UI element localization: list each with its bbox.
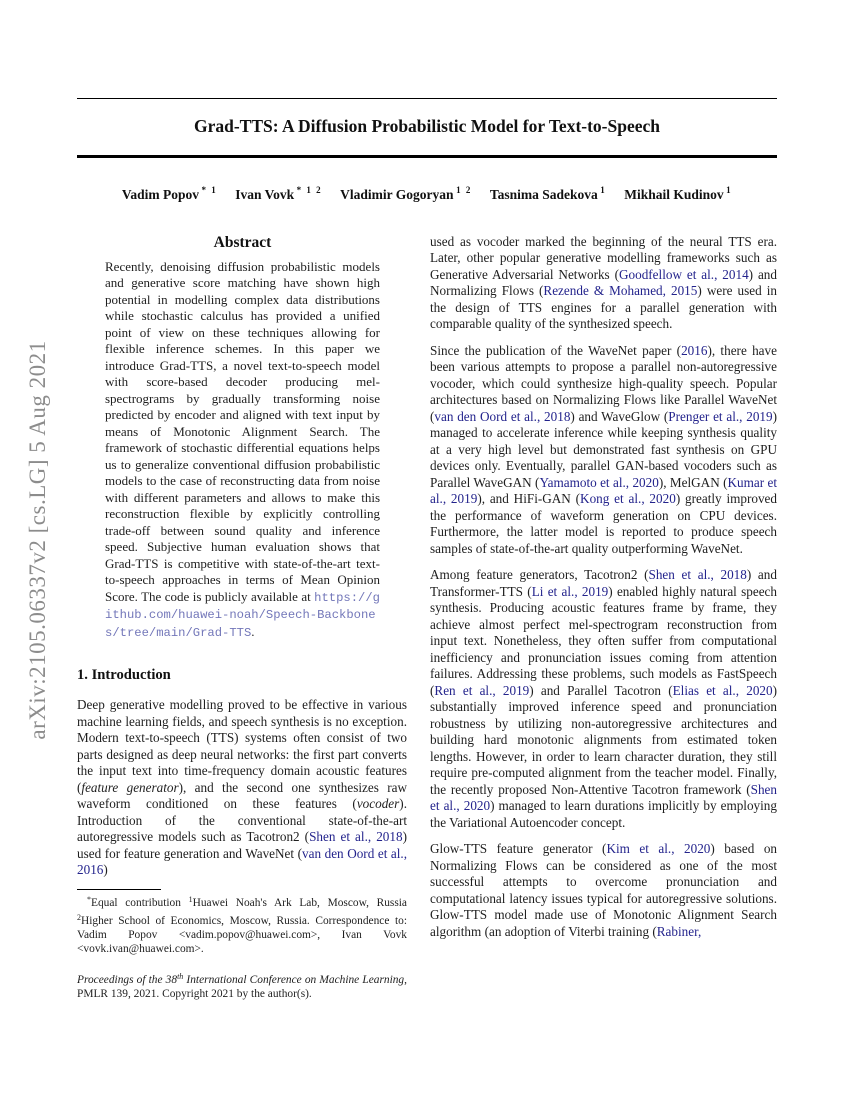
text-run: ) and WaveGlow (	[570, 408, 669, 424]
citation-link[interactable]: Kumar et al., 2019	[430, 474, 777, 507]
text-run: ), and HiFi-GAN (	[477, 491, 581, 507]
author-affiliation-superscript: * 1 2	[296, 184, 323, 195]
text-run: ) and Transformer-TTS (	[430, 567, 777, 599]
arxiv-watermark: arXiv:2105.06337v2 [cs.LG] 5 Aug 2021	[25, 340, 50, 740]
text-run: ) substantially improved inference speed and pronunciation robustness by utilizing non-autoregressive architectures and building hard monotonic alignments from estimated token lengths. However, in order to learn character duration, they still require pre-computed alignment from the teacher model. Finally, the recently proposed Non-Attentive Tacotron framework (	[430, 682, 778, 797]
authors-row	[77, 185, 777, 203]
code-url-link[interactable]: https://github.com/huawei-noah/Speech-Backbones/tree/main/Grad-TTS	[105, 590, 380, 640]
superscript-marker: 1	[188, 895, 193, 905]
superscript-marker: 2	[77, 912, 81, 922]
body-paragraph	[430, 567, 777, 831]
author	[340, 184, 472, 202]
text-run: ) and Parallel Tacotron (	[529, 682, 673, 698]
text-run: ), and the second one synthesizes raw waveform conditioned on these features (	[77, 779, 407, 812]
author	[489, 184, 607, 202]
citation-link[interactable]: Rabiner,	[656, 923, 702, 939]
italic-text-run: International Conference on Machine Learning	[183, 973, 405, 986]
citation-link[interactable]: Shen et al., 2018	[648, 567, 747, 583]
text-run: Recently, denoising diffusion probabilistic models and generative score matching have shown high potential in modelling complex data distributions while stochastic calculus has provided a unified point of view on these techniques allowing for flexible inference schemes. In this paper we introduce Grad-TTS, a novel text-to-speech model with score-based decoder producing mel-spectrograms by gradually transforming noise predicted by encoder and aligned with text input by means of Monotonic Alignment Search. The framework of stochastic differential equations helps us to generalize conventional diffusion probabilistic models to the case of reconstructing data from noise with different parameters and allows to make this reconstruction flexible by explicitly controlling trade-off between sound quality and inference speed. Subjective human evaluation shows that Grad-TTS is competitive with state-of-the-art text-to-speech approaches in terms of Mean Opinion Score. The code is publicly available at	[105, 258, 380, 604]
body-paragraph	[430, 343, 777, 558]
author-name: Vadim Popov	[121, 186, 199, 202]
right-column	[430, 234, 777, 1002]
citation-link[interactable]: Yamamoto et al., 2020	[539, 474, 659, 490]
text-run: ). Introduction of the conventional state-of-the-art autoregressive models such as Tacotron2 (	[77, 796, 407, 845]
citation-link[interactable]: Shen et al., 2020	[430, 781, 777, 814]
citation-link[interactable]: Rezende & Mohamed, 2015	[543, 283, 698, 299]
text-run: Among feature generators, Tacotron2 (	[430, 567, 649, 583]
body-paragraph	[430, 841, 777, 940]
author-name: Mikhail Kudinov	[624, 186, 724, 202]
author-name: Tasnima Sadekova	[489, 186, 598, 202]
left-column	[77, 234, 407, 1002]
citation-link[interactable]: 2016	[681, 342, 708, 358]
text-run: ) used for feature generation and WaveNet (	[77, 829, 407, 861]
italic-text-run: Proceedings of the 38	[77, 973, 178, 986]
text-run: , PMLR 139, 2021. Copyright 2021 by the author(s).	[77, 973, 407, 1000]
citation-link[interactable]: Shen et al., 2018	[309, 829, 403, 845]
author-affiliation-superscript: 1 2	[456, 184, 472, 195]
author-affiliation-superscript: 1	[600, 184, 607, 195]
section-heading-introduction: 1. Introduction	[77, 667, 171, 684]
superscript-marker: *	[87, 895, 91, 905]
abstract-paragraph	[105, 259, 380, 642]
author	[624, 184, 733, 202]
citation-link[interactable]: Prenger et al., 2019	[668, 408, 773, 424]
text-run: ), there have been various attempts to propose a parallel non-autoregressive vocoder, which could synthesize high-quality speech. Popular architectures based on Normalizing Flows like Parallel WaveNet (	[430, 342, 777, 424]
page-content	[77, 0, 777, 1002]
text-run: Higher School of Economics, Moscow, Russia. Correspondence to: Vadim Popov <vadim.popov@huawei.com>, Ivan Vovk <vovk.ivan@huawei.com>.	[77, 914, 407, 955]
text-run: Equal contribution	[91, 897, 189, 910]
text-run: Huawei Noah's Ark Lab, Moscow, Russia	[192, 897, 407, 910]
text-run: ) enabled highly natural speech synthesis. Producing acoustic features frame by frame, they achieve almost perfect mel-spectrogram reconstruction from input text. Nonetheless, they often suffer from computational inefficiency and pronunciation issues coming from attention failures. Addressing these problems, such models as FastSpeech (	[430, 583, 778, 698]
footnote-rule	[77, 889, 161, 890]
citation-link[interactable]: van den Oord et al., 2016	[77, 845, 408, 878]
text-run: ) and Normalizing Flows (	[430, 266, 777, 299]
author-name: Vladimir Gogoryan	[340, 186, 454, 202]
citation-link[interactable]: Elias et al., 2020	[672, 682, 773, 698]
author-affiliation-superscript: 1	[726, 184, 733, 195]
author-name: Ivan Vovk	[235, 186, 295, 202]
text-run: .	[251, 623, 255, 639]
title-rule-bottom	[77, 155, 777, 158]
text-run: used as vocoder marked the beginning of the neural TTS era. Later, other popular generative modelling frameworks such as Generative Adversarial Networks (	[430, 233, 777, 282]
citation-link[interactable]: Kim et al., 2020	[606, 841, 711, 857]
citation-link[interactable]: Ren et al., 2019	[434, 682, 530, 698]
two-column-body	[77, 234, 777, 1002]
citation-link[interactable]: Li et al., 2019	[531, 583, 609, 599]
introduction-paragraph	[77, 697, 407, 879]
text-run: )	[103, 862, 108, 878]
superscript-marker: th	[177, 971, 184, 981]
author	[121, 184, 218, 202]
body-paragraph	[430, 234, 777, 333]
text-run: Glow-TTS feature generator (	[430, 841, 607, 857]
text-run: ) managed to learn durations implicitly by employing the Variational Autoencoder concept.	[430, 798, 777, 830]
title-rule-top	[77, 98, 777, 99]
text-run: Since the publication of the WaveNet paper (	[430, 342, 682, 358]
text-run: ), MelGAN (	[658, 474, 728, 490]
text-run: Deep generative modelling proved to be effective in various machine learning fields, and speech synthesis is no exception. Modern text-to-speech (TTS) systems often consist of two parts designed as deep neural networks: the first part converts the input text into time-frequency domain acoustic features (	[77, 697, 407, 795]
citation-link[interactable]: Goodfellow et al., 2014	[618, 266, 749, 282]
abstract-heading: Abstract	[213, 233, 272, 251]
author-affiliation-superscript: * 1	[201, 184, 218, 195]
paper-title: Grad-TTS: A Diffusion Probabilistic Model for Text-to-Speech	[193, 116, 661, 137]
text-run: ) greatly improved the performance of waveform generation on CPU devices. Furthermore, the latter model is reported to produce speech samples of state-of-the-art quality outperforming WaveNet.	[430, 491, 777, 556]
footnote-equal-contribution	[77, 893, 407, 957]
text-run: ) were used in the design of TTS engines for a parallel generation with comparable quality of the synthesized speech.	[430, 283, 777, 332]
abstract-block	[77, 234, 407, 642]
citation-link[interactable]: van den Oord et al., 2018	[434, 408, 571, 424]
footnote-proceedings	[77, 970, 407, 1002]
text-run: ) based on Normalizing Flows can be considered as one of the most successful attempts to overcome pronunciation and computational latency issues typical for autoregressive solutions. Glow-TTS model made use of Monotonic Alignment Search algorithm (an adoption of Viterbi training (	[430, 841, 778, 939]
italic-text-run: vocoder	[356, 796, 400, 812]
italic-text-run: feature generator	[81, 779, 179, 795]
author	[235, 184, 323, 202]
citation-link[interactable]: Kong et al., 2020	[580, 491, 676, 507]
text-run: ) managed to accelerate inference while keeping synthesis quality at a very high level but demonstrated fast synthesis on GPU devices only. Eventually, parallel GAN-based vocoders such as Parallel WaveGAN (	[430, 408, 778, 490]
